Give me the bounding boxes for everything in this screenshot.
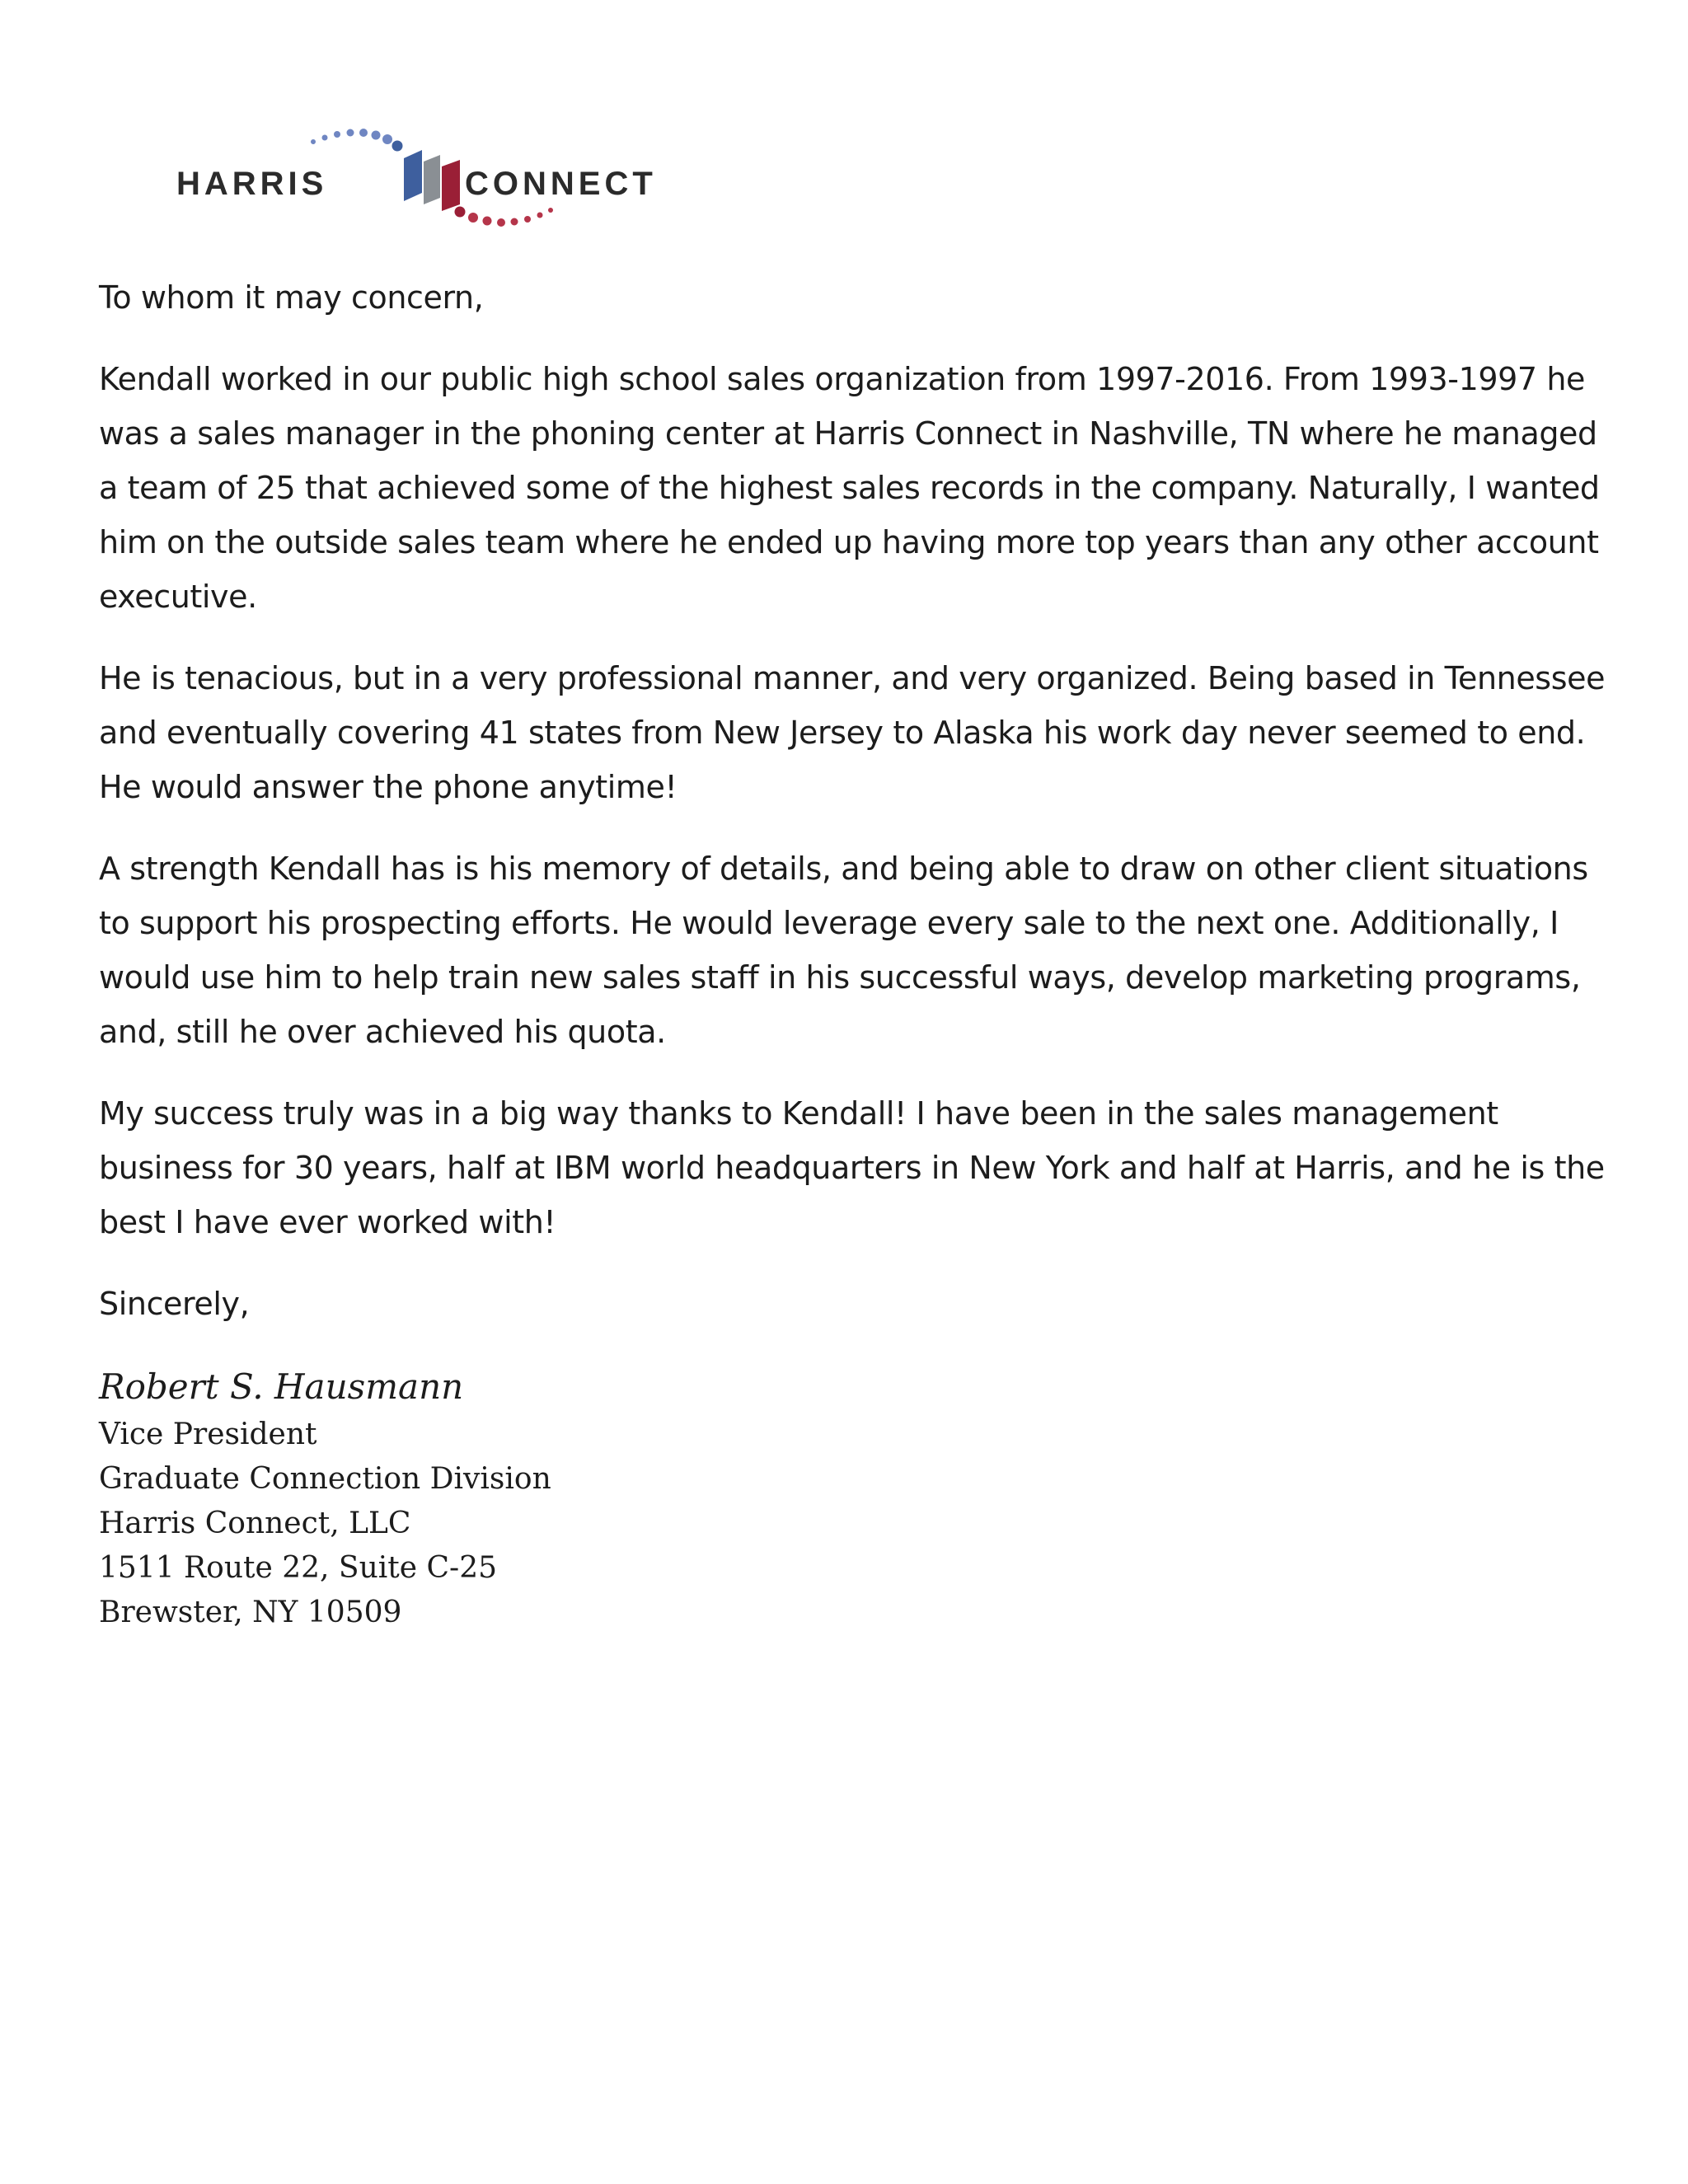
logo-mark (404, 150, 460, 211)
signer-name: Robert S. Hausmann (99, 1366, 464, 1407)
signer-title: Vice President (99, 1418, 317, 1451)
logo-dots-bottom (455, 207, 554, 227)
logo-text-harris: HARRIS (176, 166, 328, 202)
logo-dots-top (311, 129, 403, 152)
address-line-2: Brewster, NY 10509 (99, 1596, 402, 1629)
address-line-1: 1511 Route 22, Suite C-25 (99, 1551, 498, 1585)
signer-company: Harris Connect, LLC (99, 1507, 411, 1540)
signature-block (99, 1361, 551, 1635)
paragraph-employment-history: Kendall worked in our public high school sales organization from 1997-2016. From 1993-1997 he was a sales manager in the phoning center at Harris Connect in Nashville, TN where he managed a team of 25 that achieved some of the highest sales records in the company. Naturally, I wanted him on the outside sales team where he ended up having more top years than any other account executive. (99, 361, 1600, 615)
closing: Sincerely, (99, 1286, 250, 1322)
signer-division: Graduate Connection Division (99, 1462, 551, 1496)
paragraph-character: He is tenacious, but in a very professional manner, and very organized. Being based in Tennessee and eventually covering 41 states from New Jersey to Alaska his work day never seemed to end. He would answer the phone anytime! (99, 660, 1606, 805)
letter-body (99, 270, 1607, 1358)
paragraph-endorsement: My success truly was in a big way thanks to Kendall! I have been in the sales management business for 30 years, half at IBM world headquarters in New York and half at Harris, and he is the best I have ever worked with! (99, 1095, 1605, 1240)
paragraph-strengths: A strength Kendall has is his memory of details, and being able to draw on other client situations to support his prospecting efforts. He would leverage every sale to the next one. Additionally, I would use him to help train new sales staff in his successful ways, develop marketing programs, and, still he over achieved his quota. (99, 851, 1588, 1050)
salutation: To whom it may concern, (99, 279, 484, 316)
harris-connect-logo (175, 124, 735, 239)
logo-text-connect: CONNECT (465, 166, 657, 202)
